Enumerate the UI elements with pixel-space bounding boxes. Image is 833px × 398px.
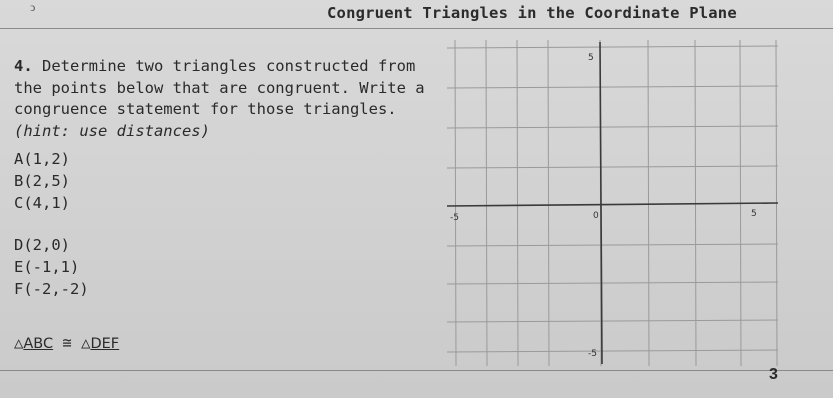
grid-horizontal-line [447,282,778,284]
point-c: C(4,1) [14,194,70,212]
triangle-symbol-1: △ [14,334,24,352]
congruent-symbol: ≅ [62,334,72,352]
grid-horizontal-line [447,166,778,168]
grid-vertical-line [648,40,649,366]
y-max-label: 5 [588,53,594,63]
bottom-divider [0,370,833,371]
grid-horizontal-line [447,46,778,48]
point-a: A(1,2) [14,150,70,168]
page-number: 3 [769,366,778,383]
y-axis [600,42,602,364]
grid-vertical-line [548,40,549,366]
point-b: B(2,5) [14,172,70,190]
page-title: Congruent Triangles in the Coordinate Plane [327,4,737,22]
point-f: F(-2,-2) [14,280,89,298]
grid-horizontal-line [447,320,778,322]
grid-horizontal-line [447,126,778,128]
x-axis [447,203,778,206]
grid-vertical-line [455,40,456,366]
grid-vertical-line [517,40,518,366]
x-min-label: -5 [450,213,459,223]
question-number: 4. [14,57,33,75]
grid-horizontal-line [447,244,778,246]
point-e: E(-1,1) [14,258,80,276]
question-hint: (hint: use distances) [14,121,210,140]
question-text: Determine two triangles constructed from the points below that are congruent. Write a congruence statement for those triangles. [14,57,425,118]
grid-vertical-line [486,40,487,366]
x-max-label: 5 [751,209,757,219]
triangle-symbol-2: △ [81,334,91,352]
first-triangle-answer: ABC [23,336,54,352]
page-edge-mark: ↄ [30,0,36,14]
point-d: D(2,0) [14,236,70,254]
second-triangle-answer: DEF [90,336,120,352]
y-min-label: -5 [588,349,597,359]
grid-horizontal-line [447,86,778,88]
grid-horizontal-line [447,350,778,352]
origin-label: 0 [593,211,599,221]
